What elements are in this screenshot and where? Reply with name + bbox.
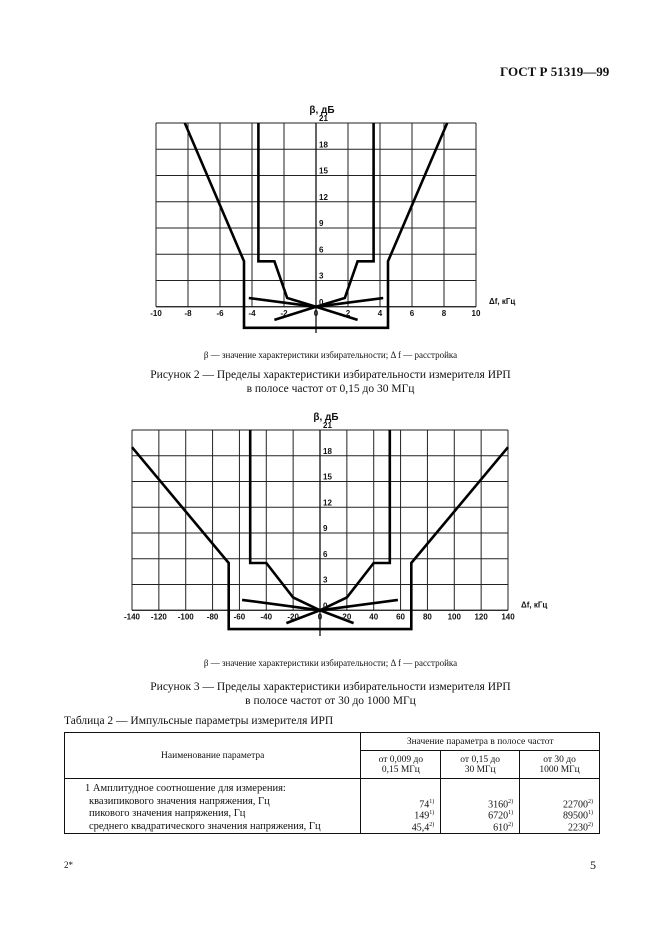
figure2-caption-line1: Рисунок 2 — Пределы характеристики избирательности измерителя ИРП — [150, 369, 511, 381]
footer-sheet-mark: 2* — [64, 860, 73, 870]
figure3-x-tick-label: 100 — [447, 612, 461, 622]
figure3-x-tick-label: -120 — [150, 612, 167, 622]
figure3-svg — [100, 410, 560, 650]
cell-value: 74$^{1)}$ — [419, 799, 435, 811]
figure2-y-tick-label: 0 — [319, 297, 324, 307]
figure2-chart — [120, 95, 520, 345]
figure3-x-tick-label: -20 — [287, 612, 299, 622]
range3-line2: 1000 МГц — [539, 764, 580, 775]
figure3-x-tick-label: -140 — [123, 612, 141, 622]
figure3-y-tick-label: 0 — [323, 601, 328, 611]
figure2-y-tick-label: 6 — [319, 245, 324, 255]
cell-value: 6720$^{1)}$ — [488, 810, 514, 822]
figure3-x-tick-label: -60 — [233, 612, 246, 622]
figure3-x-tick-label: 40 — [369, 612, 379, 622]
figure3-y-tick-label: 3 — [323, 575, 328, 585]
figure3-x-tick-label: -100 — [177, 612, 194, 622]
figure3-x-tick-label: 0 — [317, 612, 323, 622]
figure3-note: β — значение характеристики избирательности; Δ f — расстройка — [203, 658, 458, 668]
range3-line1: от 30 до — [543, 754, 576, 765]
figure3-x-axis-label: Δf, кГц — [521, 600, 548, 610]
figure2-x-tick-label: -4 — [248, 308, 256, 318]
figure2-x-tick-label: 10 — [471, 308, 481, 318]
figure3-caption-line2: в полосе частот от 30 до 1000 МГц — [245, 695, 416, 707]
cell-value: 149$^{1)}$ — [414, 810, 435, 822]
figure2-y-tick-label: 15 — [319, 166, 328, 176]
cell-value: 3160$^{2)}$ — [488, 799, 514, 811]
figure3-y-tick-label: 18 — [323, 446, 332, 456]
column-header-parameter: Наименование параметра — [65, 733, 361, 779]
figure3-y-tick-label: 6 — [323, 549, 328, 559]
figure2-x-tick-label: -8 — [184, 308, 192, 318]
figure2-y-tick-label: 18 — [319, 140, 328, 150]
figure3-x-tick-label: 120 — [474, 612, 488, 622]
figure3-y-tick-label: 9 — [323, 524, 328, 533]
parameters-table — [64, 732, 600, 834]
figure3-y-axis-label: β, дБ — [313, 412, 339, 423]
figure2-x-tick-label: 0 — [313, 308, 319, 318]
figure3-x-tick-label: 60 — [396, 612, 406, 622]
figure2-svg — [120, 95, 520, 345]
figure2-x-axis-label: Δf, кГц — [489, 296, 516, 306]
cell-value: 45,4$^{2)}$ — [411, 821, 435, 833]
figure2-x-tick-label: 6 — [409, 308, 415, 318]
cell-value: 89500$^{1)}$ — [563, 810, 593, 822]
table-title: Таблица 2 — Импульсные параметры измерителя ИРП — [64, 715, 334, 727]
figure3-x-tick-label: 20 — [342, 612, 352, 622]
table-row — [65, 779, 600, 834]
figure3-y-tick-label: 21 — [323, 421, 332, 430]
figure3-x-tick-label: 80 — [422, 612, 432, 622]
figure2-x-tick-label: 4 — [377, 308, 383, 318]
column-header-group: Значение параметра в полосе частот — [361, 733, 600, 751]
range1-line1: от 0,009 до — [378, 754, 424, 765]
figure2-x-tick-label: -2 — [280, 308, 288, 318]
figure3-y-tick-label: 12 — [323, 498, 332, 508]
figure2-y-axis-label: β, дБ — [309, 105, 335, 116]
range2-line2: 30 МГц — [464, 764, 496, 775]
page-number: 5 — [590, 858, 596, 872]
cell-value: 2230$^{2)}$ — [568, 821, 593, 833]
range2-line1: от 0,15 до — [460, 754, 501, 765]
row-label-quasi-peak: квазипикового значения напряжения, Гц — [89, 795, 270, 807]
figure2-x-tick-label: -6 — [216, 308, 224, 318]
figure3-x-tick-label: -40 — [260, 612, 273, 622]
column-header-range3 — [520, 751, 600, 779]
figure2-note: β — значение характеристики избирательности; Δ f — расстройка — [203, 350, 458, 360]
cell-value: 22700$^{2)}$ — [563, 799, 593, 811]
figure2-x-tick-label: 2 — [345, 308, 351, 318]
figure3-y-tick-label: 15 — [323, 472, 332, 482]
figure3-x-tick-label: -80 — [206, 612, 219, 622]
figure2-caption-line2: в полосе частот от 0,15 до 30 МГц — [246, 383, 415, 395]
column-header-range2 — [441, 751, 520, 779]
cell-value: 610$^{2)}$ — [493, 821, 514, 833]
range1-line2: 0,15 МГц — [381, 764, 420, 775]
row-label-rms: среднего квадратического значения напряжения, Гц — [89, 820, 321, 832]
figure2-y-tick-label: 3 — [319, 271, 324, 281]
row-label-peak: пикового значения напряжения, Гц — [89, 808, 246, 819]
column-header-range1 — [361, 751, 441, 779]
figure2-y-tick-label: 9 — [319, 219, 324, 228]
figure3-x-tick-label: 140 — [501, 612, 515, 622]
figure3-chart — [100, 410, 560, 650]
document-code: ГОСТ Р 51319—99 — [500, 64, 610, 79]
figure2-x-tick-label: -10 — [150, 308, 162, 318]
figure2-y-tick-label: 21 — [319, 114, 328, 123]
figure2-y-tick-label: 12 — [319, 192, 328, 202]
figure2-x-tick-label: 8 — [441, 308, 447, 318]
row-heading: 1 Амплитудное соотношение для измерения: — [85, 783, 286, 794]
figure3-caption-line1: Рисунок 3 — Пределы характеристики избирательности измерителя ИРП — [150, 681, 511, 693]
